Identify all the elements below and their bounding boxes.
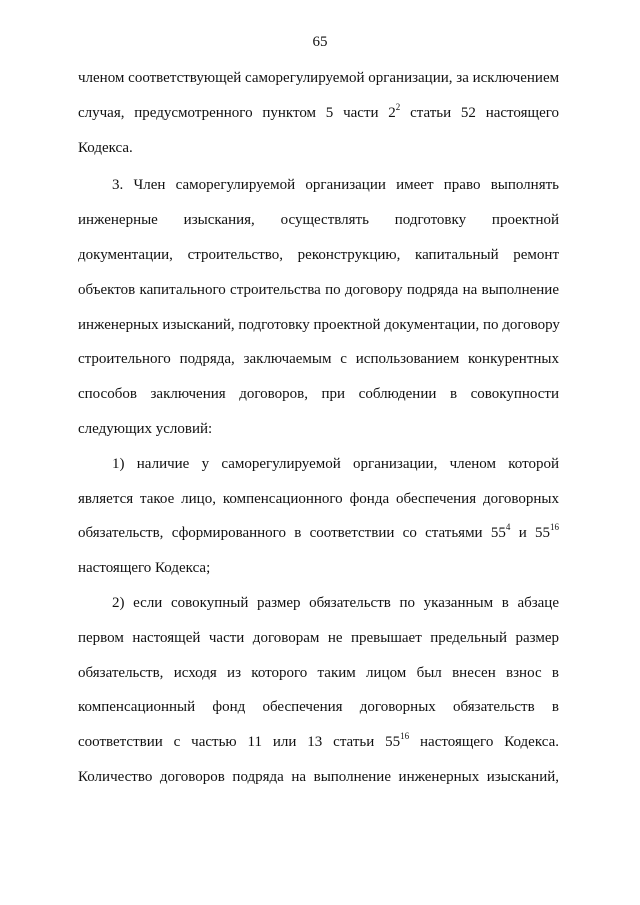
text-line: инженерные изыскания, осуществлять подготовку проектной — [78, 212, 559, 229]
text-line: 2) если совокупный размер обязательств по указанным в абзаце — [112, 594, 559, 611]
text-line: способов заключения договоров, при соблюдении в совокупности — [78, 386, 559, 403]
text-line: случая, предусмотренного пунктом 5 части $2^2$ статьи 52 настоящего — [78, 101, 560, 121]
text-line: Количество договоров подряда на выполнение инженерных изысканий, — [78, 768, 559, 785]
superscript: 16 — [550, 522, 560, 533]
superscript: 2 — [395, 101, 401, 112]
text-line: следующих условий: — [78, 420, 213, 437]
text-line: настоящего Кодекса; — [78, 560, 211, 577]
text-line: соответствии с частью 11 или 13 статьи $55^{16}$ настоящего Кодекса. — [78, 731, 559, 751]
text-line: Кодекса. — [78, 139, 133, 156]
text-line: документации, строительство, реконструкцию, капитальный ремонт — [78, 246, 559, 263]
superscript: 16 — [400, 731, 410, 742]
text-line: объектов капитального строительства по договору подряда на выполнение — [78, 281, 559, 298]
text-line: обязательств, исходя из которого таким лицом был внесен взнос в — [78, 664, 559, 681]
text-line: обязательств, сформированного в соответствии со статьями $55^4$ и $55^{16}$ — [78, 522, 560, 542]
text-line: строительного подряда, заключаемым с использованием конкурентных — [78, 351, 559, 368]
text-line: 1) наличие у саморегулируемой организации, членом которой — [112, 455, 559, 472]
text-line: 3. Член саморегулируемой организации имеет право выполнять — [112, 177, 559, 194]
text-line: членом соответствующей саморегулируемой организации, за исключением — [78, 70, 560, 86]
text-line: первом настоящей части договорам не превышает предельный размер — [78, 629, 559, 646]
superscript: 4 — [505, 522, 511, 533]
text-line: инженерных изысканий, подготовку проектной документации, по договору — [78, 316, 560, 333]
page-number: 65 — [312, 34, 328, 50]
text-line: компенсационный фонд обеспечения договорных обязательств в — [78, 699, 559, 716]
document-body — [78, 67, 559, 801]
text-line: является такое лицо, компенсационного фонда обеспечения договорных — [78, 490, 559, 507]
